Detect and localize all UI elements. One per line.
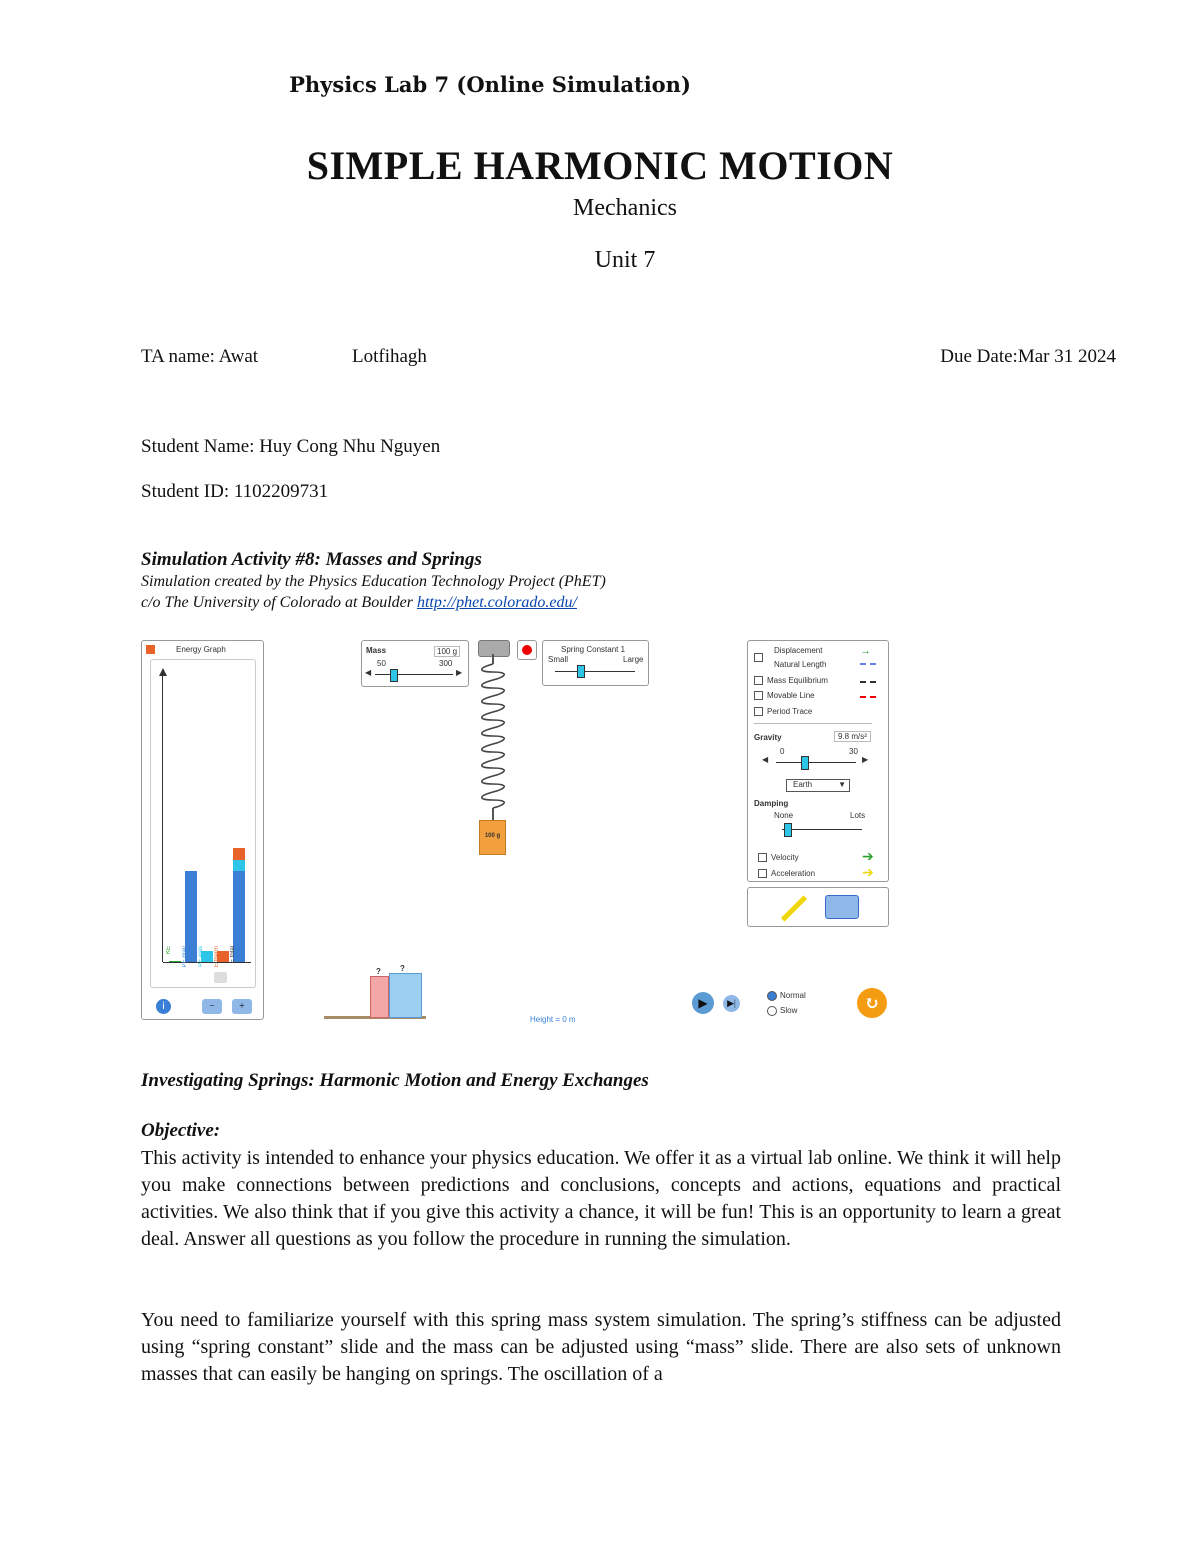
- speed-slow: Slow: [780, 1006, 798, 1016]
- spring: [473, 654, 513, 824]
- mass-decrement-icon[interactable]: ◀: [365, 668, 372, 677]
- damping-slider-thumb[interactable]: [784, 823, 792, 837]
- mass-min: 50: [377, 659, 386, 668]
- clear-button[interactable]: [214, 972, 227, 983]
- energy-bar-total-segment: [233, 860, 245, 871]
- activity-affiliation: [141, 594, 577, 612]
- activity-credit: Simulation created by the Physics Education Technology Project (PhET): [141, 573, 606, 590]
- option-natural-length: Natural Length: [774, 660, 827, 669]
- page-title: SIMPLE HARMONIC MOTION: [306, 143, 894, 188]
- height-label: Height = 0 m: [530, 1015, 576, 1024]
- damping-none: None: [774, 811, 794, 820]
- step-icon[interactable]: ▶|: [723, 995, 740, 1012]
- velocity-label: Velocity: [771, 853, 799, 862]
- subject: Mechanics: [573, 195, 677, 221]
- play-icon[interactable]: ▶: [692, 992, 714, 1014]
- spring-slider-track: [555, 671, 635, 672]
- mass-equilibrium-checkbox[interactable]: [754, 676, 763, 685]
- hanging-mass-label: 100 g: [484, 833, 501, 839]
- normal-radio[interactable]: [767, 991, 777, 1001]
- reset-icon[interactable]: ↻: [857, 988, 887, 1018]
- zoom-in-icon[interactable]: +: [232, 999, 252, 1014]
- gravity-max: 30: [849, 747, 858, 756]
- activity-title: [141, 549, 482, 571]
- ta-name: TA name: Awat: [141, 346, 259, 367]
- option-movable-line: Movable Line: [767, 691, 815, 700]
- option-mass-equilibrium: Mass Equilibrium: [767, 676, 828, 685]
- energy-graph-title: Energy Graph: [176, 645, 226, 654]
- displacement-checkbox[interactable]: [754, 653, 763, 662]
- objective-paragraph: This activity is intended to enhance your physics education. We offer it as a virtual lab online. We think it will help you make connections between predictions and conclusions, concepts and actions, equations and practical activities. We also think that if you give this activity a chance, it will be fun! This is an opportunity to learn a great deal. Answer all questions as you follow the procedure in running the simulation.: [141, 1147, 1061, 1250]
- spring-constant-label: Spring Constant 1: [561, 645, 626, 654]
- ta-lastname: Lotfihagh: [352, 346, 427, 367]
- spring-slider-thumb[interactable]: [577, 665, 585, 678]
- stopwatch-icon[interactable]: [825, 895, 859, 919]
- info-icon[interactable]: i: [156, 999, 171, 1014]
- gravity-increment-icon[interactable]: ▶: [862, 755, 869, 764]
- mass-slider-thumb[interactable]: [390, 669, 398, 682]
- unknown-mass-1-label: ?: [376, 967, 381, 976]
- energy-label: E total: [230, 946, 236, 964]
- divider: [754, 723, 872, 724]
- damping-label: Damping: [754, 799, 789, 808]
- velocity-checkbox[interactable]: [758, 853, 767, 862]
- option-period-trace: Period Trace: [767, 707, 813, 716]
- tools-panel: [747, 887, 889, 927]
- damping-lots: Lots: [850, 811, 866, 820]
- energy-bar-total-segment: [233, 848, 245, 859]
- option-displacement: Displacement: [774, 646, 823, 655]
- energy-bars: [163, 674, 251, 962]
- spring-small-label: Small: [548, 655, 569, 664]
- mass-max: 300: [439, 659, 453, 668]
- student-name: Student Name: Huy Cong Nhu Nguyen: [141, 436, 441, 457]
- due-date: Due Date:Mar 31 2024: [940, 346, 1116, 367]
- objective-label: Objective:: [141, 1120, 221, 1141]
- energy-label: KE: [166, 946, 172, 955]
- damping-slider-track: [782, 829, 862, 830]
- energy-labels: [162, 946, 252, 976]
- dropdown-icon: ▼: [838, 780, 846, 789]
- mass-panel: [361, 640, 469, 687]
- mass-increment-icon[interactable]: ▶: [456, 668, 463, 677]
- movable-line-icon: [860, 696, 876, 698]
- activity-title-bold: Simulation Activity #8:: [141, 549, 321, 570]
- options-panel: [747, 640, 889, 882]
- mass-slider-track: [375, 674, 453, 675]
- gravity-slider-track: [776, 762, 856, 763]
- ruler-icon[interactable]: [781, 895, 807, 921]
- unknown-mass-2-label: ?: [400, 964, 405, 973]
- acceleration-arrow-icon: ➔: [862, 866, 874, 881]
- velocity-arrow-icon: ➔: [862, 850, 874, 865]
- description-paragraph: You need to familiarize yourself with this spring mass system simulation. The spring’s stiffness can be adjusted using “spring constant” slide and the mass can be adjusted using “mass” slide. There are also sets of unknown masses that can easily be hanging on springs. The oscillation of a: [141, 1309, 1061, 1385]
- section-heading: Investigating Springs: Harmonic Motion and Energy Exchanges: [141, 1070, 649, 1091]
- gravity-decrement-icon[interactable]: ◀: [762, 755, 769, 764]
- unknown-mass-2[interactable]: [389, 964, 422, 1018]
- mass-value[interactable]: 100 g: [434, 646, 460, 657]
- mass-label: Mass: [366, 646, 387, 655]
- energy-label: E therm: [214, 946, 220, 968]
- energy-label: PE elas: [198, 946, 204, 967]
- gravity-slider-thumb[interactable]: [801, 756, 809, 770]
- acceleration-label: Acceleration: [771, 869, 816, 878]
- acceleration-checkbox[interactable]: [758, 869, 767, 878]
- unknown-mass-1[interactable]: [370, 967, 389, 1018]
- slow-radio[interactable]: [767, 1006, 777, 1016]
- phet-link[interactable]: http://phet.colorado.edu/: [416, 594, 577, 611]
- student-id: Student ID: 1102209731: [141, 481, 329, 502]
- hanging-mass[interactable]: [479, 820, 506, 855]
- spring-constant-panel: [542, 640, 649, 686]
- energy-label: PE grav: [182, 946, 188, 968]
- period-trace-checkbox[interactable]: [754, 707, 763, 716]
- gravity-label: Gravity: [754, 733, 782, 742]
- activity-title-rest: Masses and Springs: [320, 549, 482, 570]
- energy-graph-panel: [141, 640, 264, 1020]
- unit: Unit 7: [594, 247, 656, 273]
- close-icon[interactable]: [146, 645, 155, 654]
- gravity-min: 0: [780, 747, 785, 756]
- energy-chart: [150, 659, 256, 988]
- planet-select[interactable]: [786, 779, 850, 792]
- affiliation-text: c/o The University of Colorado at Boulder: [141, 594, 417, 611]
- stop-icon: [522, 645, 532, 655]
- spring-large-label: Large: [623, 655, 644, 664]
- speed-normal: Normal: [780, 991, 806, 1001]
- stop-button[interactable]: [517, 640, 537, 660]
- simulation-screenshot: [141, 638, 901, 1023]
- lab-title: Physics Lab 7 (Online Simulation): [289, 72, 691, 97]
- displacement-arrow-icon: →: [860, 645, 871, 657]
- movable-line-checkbox[interactable]: [754, 691, 763, 700]
- zoom-out-icon[interactable]: −: [202, 999, 222, 1014]
- equilibrium-line-icon: [860, 681, 876, 683]
- gravity-value[interactable]: 9.8 m/s²: [834, 731, 871, 742]
- planet-value: Earth: [793, 780, 813, 789]
- natural-length-line-icon: [860, 663, 876, 665]
